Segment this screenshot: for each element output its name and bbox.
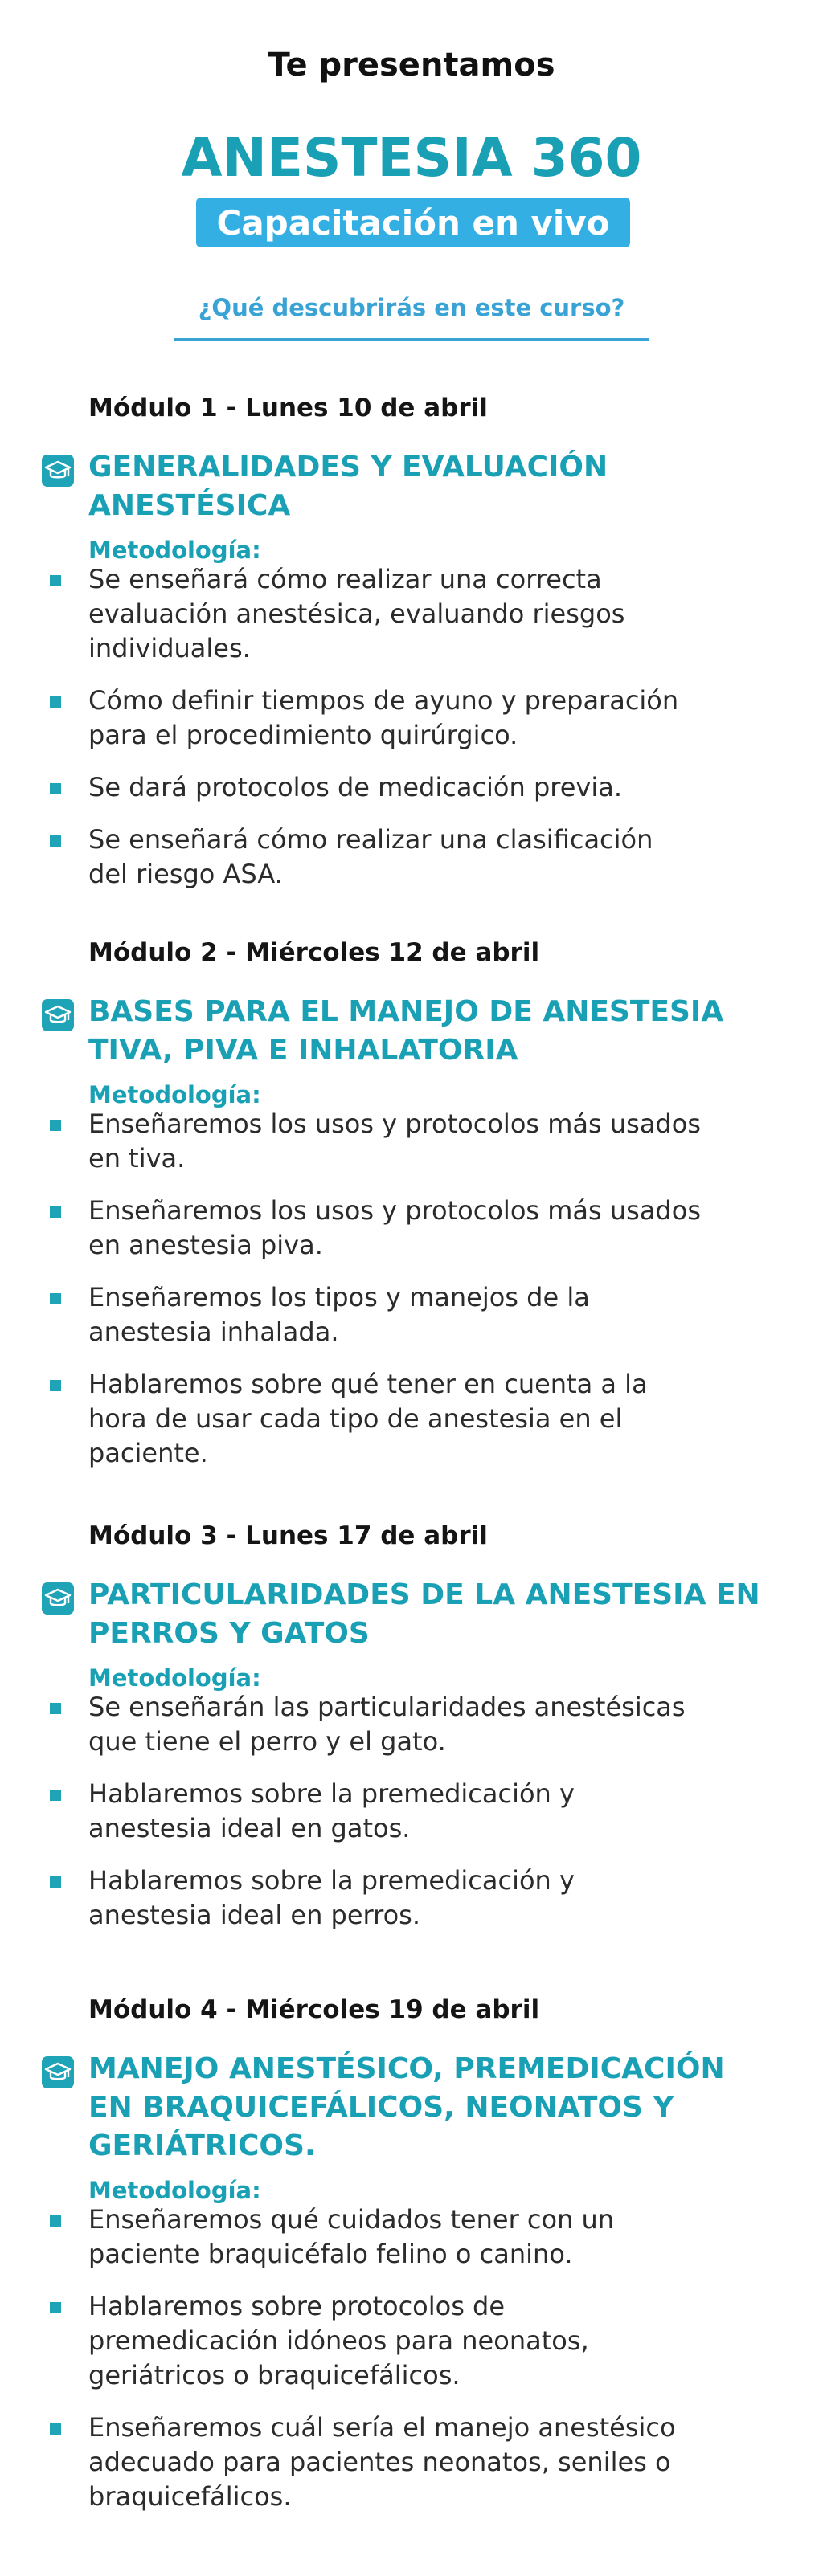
square-bullet-icon [50,1380,61,1391]
bullet-text [88,1280,796,1349]
module-heading: Módulo 1 - Lunes 10 de abril [88,394,488,423]
bullet-text [88,562,796,666]
module-title [88,2050,788,2166]
bullet-text-line: Hablaremos sobre protocolos de [88,2291,506,2321]
module-title-line: EN BRAQUICEFÁLICOS, NEONATOS Y [88,2091,674,2124]
bullet-text-line: individuales. [88,633,251,663]
module-title-line: GERIÁTRICOS. [88,2129,316,2162]
module-title-line: TIVA, PIVA E INHALATORIA [88,1034,518,1067]
module-title-line: ANESTÉSICA [88,489,291,522]
module-title-line: BASES PARA EL MANEJO DE ANESTESIA [88,995,724,1028]
bullet-text-line: braquicefálicos. [88,2481,292,2512]
graduation-cap-icon [42,999,74,1031]
module-title [88,1576,788,1653]
subtitle-badge [196,198,630,247]
bullet-text-line: Enseñaremos qué cuidados tener con un [88,2204,615,2235]
module-heading: Módulo 4 - Miércoles 19 de abril [88,1995,540,2024]
module-title [88,993,788,1070]
methodology-label: Metodología: [88,1664,261,1692]
bullet-text-line: Se enseñarán las particularidades anestésicas [88,1692,686,1722]
square-bullet-icon [50,1293,61,1304]
bullet-text [88,1777,796,1846]
bullet-text-line: paciente braquicéfalo felino o canino. [88,2239,573,2269]
bullet-text [88,684,796,753]
bullet-text-line: en tiva. [88,1143,186,1174]
bullet-text-line: Cómo definir tiempos de ayuno y preparación [88,685,679,716]
bullet-text-line: anestesia inhalada. [88,1317,339,1347]
bullet-text [88,823,796,892]
methodology-label: Metodología: [88,2177,261,2204]
bullet-text-line: para el procedimiento quirúrgico. [88,720,518,750]
bullet-text [88,2202,796,2272]
bullet-text-line: premedicación idóneos para neonatos, [88,2325,589,2356]
bullet-text-line: paciente. [88,1438,208,1468]
bullet-text-line: Se dará protocolos de medicación previa. [88,772,622,802]
bullet-text-line: en anestesia piva. [88,1230,323,1260]
square-bullet-icon [50,2215,61,2227]
bullet-text [88,1864,796,1933]
bullet-text [88,2411,796,2514]
square-bullet-icon [50,696,61,708]
course-title: ANESTESIA 360 [181,127,642,189]
module-title [88,448,788,525]
square-bullet-icon [50,2423,61,2435]
bullet-text-line: Se enseñará cómo realizar una correcta [88,564,602,594]
module-title-line: PERROS Y GATOS [88,1617,370,1650]
bullet-text-line: anestesia ideal en perros. [88,1900,420,1930]
graduation-cap-icon [42,1582,74,1615]
bullet-text [88,1367,796,1471]
graduation-cap-icon [42,2056,74,2088]
bullet-text-line: Hablaremos sobre la premedicación y [88,1778,575,1809]
bullet-text-line: adecuado para pacientes neonatos, seniles o [88,2447,671,2477]
bullet-text-line: Hablaremos sobre la premedicación y [88,1865,575,1896]
module-title-line: GENERALIDADES Y EVALUACIÓN [88,451,608,484]
bullet-text-line: geriátricos o braquicefálicos. [88,2360,461,2390]
square-bullet-icon [50,1120,61,1131]
subtitle-text: Capacitación en vivo [216,202,610,243]
bullet-text-line: Enseñaremos los usos y protocolos más usados [88,1108,701,1139]
square-bullet-icon [50,1703,61,1714]
bullet-text-line: anestesia ideal en gatos. [88,1813,411,1843]
square-bullet-icon [50,783,61,794]
bullet-text [88,770,796,805]
bullet-text-line: del riesgo ASA. [88,859,283,889]
course-question-link[interactable]: ¿Qué descubrirás en este curso? [198,294,625,321]
bullet-text [88,2289,796,2393]
square-bullet-icon [50,1206,61,1218]
bullet-text-line: evaluación anestésica, evaluando riesgos [88,598,625,629]
square-bullet-icon [50,835,61,847]
bullet-text [88,1194,796,1263]
question-underline [174,338,649,341]
bullet-text-line: hora de usar cada tipo de anestesia en el [88,1403,623,1434]
square-bullet-icon [50,1876,61,1888]
methodology-label: Metodología: [88,537,261,564]
bullet-text-line: Enseñaremos los tipos y manejos de la [88,1282,590,1312]
bullet-text-line: Enseñaremos los usos y protocolos más usados [88,1195,701,1226]
bullet-text-line: Enseñaremos cuál sería el manejo anestésico [88,2412,676,2443]
module-heading: Módulo 2 - Miércoles 12 de abril [88,938,540,967]
methodology-label: Metodología: [88,1081,261,1108]
bullet-text [88,1107,796,1176]
bullet-text-line: Se enseñará cómo realizar una clasificación [88,824,653,855]
bullet-text-line: Hablaremos sobre qué tener en cuenta a la [88,1369,648,1399]
square-bullet-icon [50,2302,61,2313]
module-title-line: MANEJO ANESTÉSICO, PREMEDICACIÓN [88,2052,725,2085]
square-bullet-icon [50,1790,61,1801]
intro-text: Te presentamos [268,47,555,84]
bullet-text [88,1690,796,1759]
module-title-line: PARTICULARIDADES DE LA ANESTESIA EN [88,1578,760,1611]
graduation-cap-icon [42,455,74,487]
square-bullet-icon [50,575,61,586]
bullet-text-line: que tiene el perro y el gato. [88,1726,446,1757]
module-heading: Módulo 3 - Lunes 17 de abril [88,1521,488,1550]
